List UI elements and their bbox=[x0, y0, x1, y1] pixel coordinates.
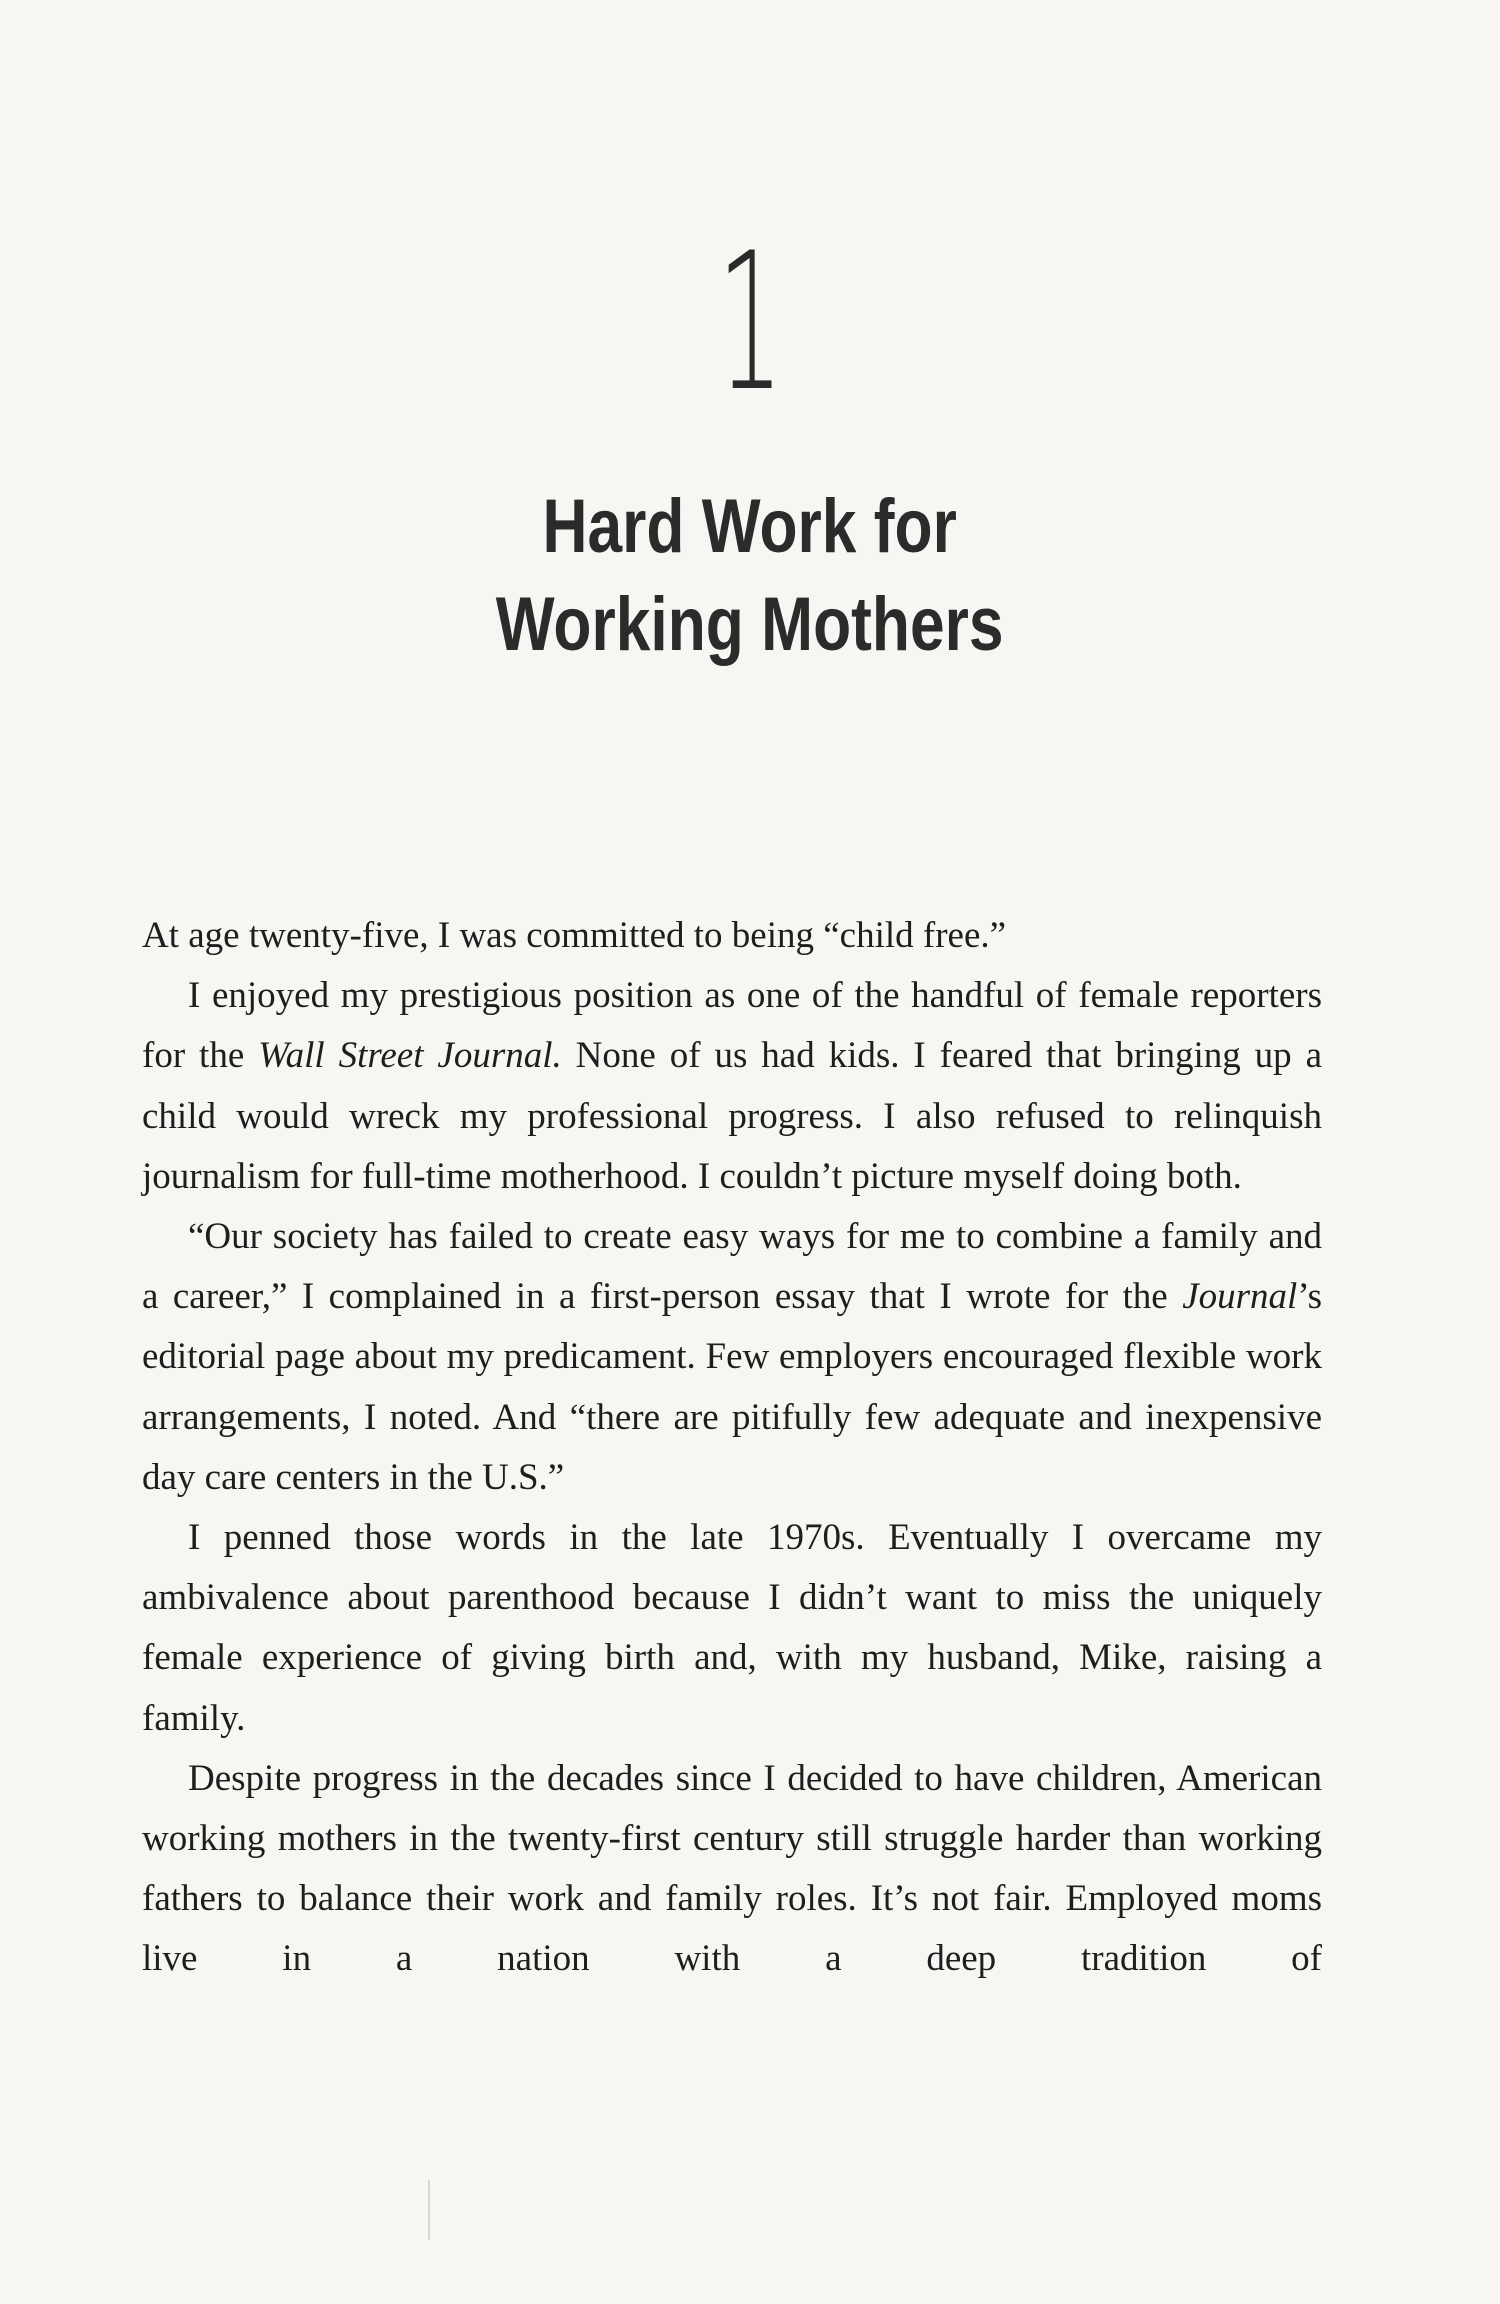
paragraph-3-publication: Journal bbox=[1182, 1276, 1298, 1318]
paragraph-3 bbox=[142, 1207, 1322, 1508]
chapter-title-line-1: Hard Work for bbox=[542, 484, 958, 569]
chapter-title bbox=[0, 478, 1500, 674]
paragraph-4: I penned those words in the late 1970s. Eventually I overcame my ambivalence about parenthood because I didn’t want to miss the uniquely female experience of giving birth and, with my husband, Mike, raising a family. bbox=[142, 1517, 1322, 1739]
paragraph-5: Despite progress in the decades since I decided to have children, American working mothers in the twenty-first century still struggle harder than working fathers to balance their work and family roles. It’s not fair. Employed moms live in a nation with a deep tradition of bbox=[142, 1757, 1322, 1980]
paragraph-3-text-a: “Our society has failed to create easy ways for me to combine a family and a career,” I complained in a first-person essay that I wrote for the bbox=[142, 1216, 1322, 1318]
scan-artifact-line bbox=[428, 2180, 430, 2240]
paragraph-3-text-b: ’s editorial page about my predicament. Few employers encouraged flexible work arrangements, I noted. And “there are pitifully few adequate and inexpensive day care centers in the U.S.” bbox=[142, 1276, 1322, 1498]
chapter-number: 1 bbox=[716, 212, 784, 433]
paragraph-2 bbox=[142, 966, 1322, 1207]
paragraph-2-text-b: None of us had kids. I feared that bringing up a child would wreck my professional progress. I also refused to relinquish journalism for full-time motherhood. I couldn’t picture myself doing both. bbox=[142, 1035, 1322, 1197]
paragraph-1: At age twenty-five, I was committed to being “child free.” bbox=[142, 915, 1007, 956]
paragraph-2-text-a: I enjoyed my prestigious position as one of the handful of female reporters for the bbox=[142, 975, 1322, 1077]
chapter-title-line-2: Working Mothers bbox=[496, 582, 1004, 667]
paragraph-2-publication: Wall Street Journal. bbox=[258, 1035, 562, 1077]
chapter-body bbox=[142, 906, 1322, 1990]
